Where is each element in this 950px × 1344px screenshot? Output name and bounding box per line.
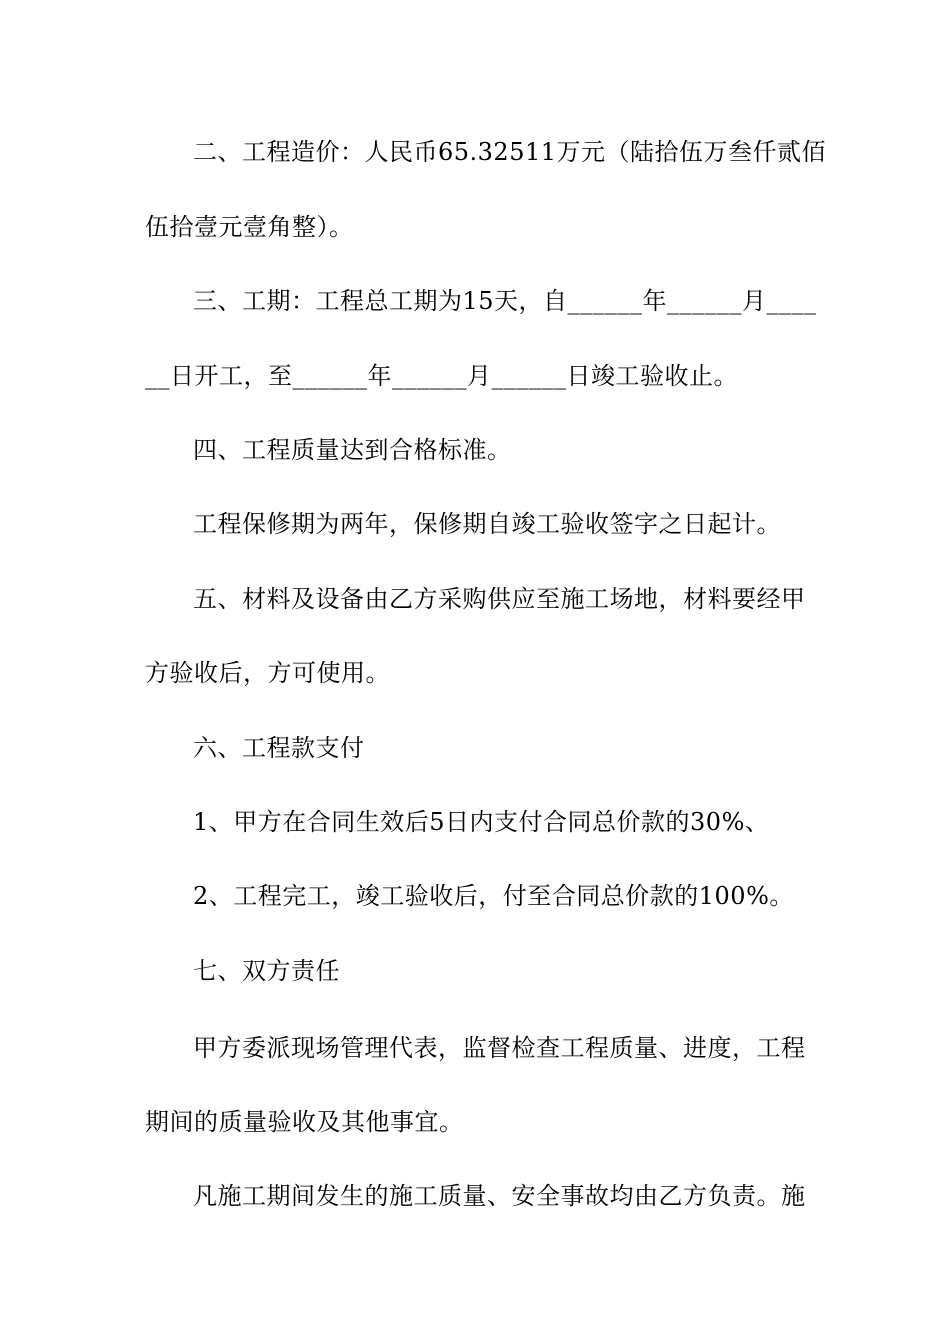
payment-item-2: 2、工程完工，竣工验收后，付至合同总价款的100%。	[193, 882, 794, 910]
clause-2-line-1: 二、工程造价：人民币65.32511万元（陆拾伍万叁仟贰佰	[193, 138, 827, 166]
clause-3-line-2: __日开工，至______年______月______日竣工验收止。	[145, 362, 738, 390]
clause-2-line-2: 伍拾壹元壹角整）。	[145, 213, 354, 241]
clause-6-heading: 六、工程款支付	[193, 734, 365, 762]
party-b-duty-line-1: 凡施工期间发生的施工质量、安全事故均由乙方负责。施	[193, 1182, 806, 1210]
warranty-paragraph: 工程保修期为两年，保修期自竣工验收签字之日起计。	[193, 510, 781, 538]
clause-5-line-2: 方验收后，方可使用。	[145, 659, 390, 687]
payment-item-1: 1、甲方在合同生效后5日内支付合同总价款的30%、	[193, 808, 770, 836]
party-a-duty-line-1: 甲方委派现场管理代表，监督检查工程质量、进度，工程	[193, 1034, 806, 1062]
clause-3-line-1: 三、工期：工程总工期为15天，自______年______月____	[193, 287, 817, 315]
clause-7-heading: 七、双方责任	[193, 957, 340, 985]
clause-4: 四、工程质量达到合格标准。	[193, 436, 512, 464]
party-a-duty-line-2: 期间的质量验收及其他事宜。	[145, 1108, 464, 1136]
clause-5-line-1: 五、材料及设备由乙方采购供应至施工场地，材料要经甲	[193, 585, 806, 613]
